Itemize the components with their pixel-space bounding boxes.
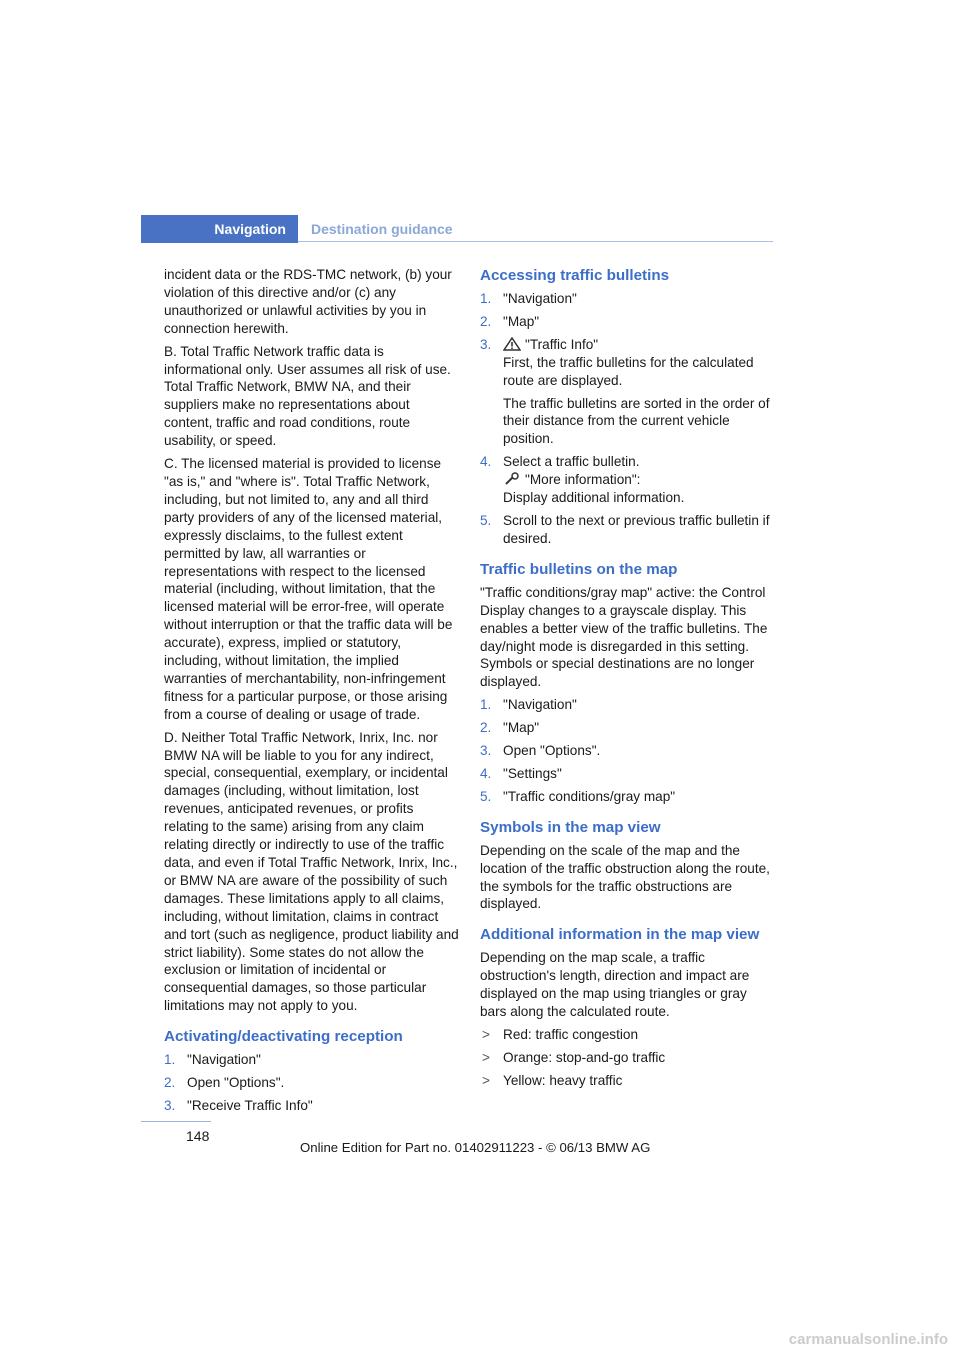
right-column	[480, 266, 773, 1095]
list-item	[480, 719, 773, 737]
list-item	[480, 512, 773, 548]
step-text: "Traffic Info"	[525, 336, 599, 352]
bullet-marker: >	[482, 1049, 490, 1065]
header-subsection: Destination guidance	[311, 221, 453, 237]
step-text: Open "Options".	[503, 743, 601, 759]
step-text: "Receive Traffic Info"	[187, 1097, 313, 1113]
option-description: Display additional information.	[503, 490, 685, 506]
step-text: "Navigation"	[503, 291, 577, 306]
paragraph: Depending on the map scale, a traffic obstruction's length, direction and impact are displayed on the map using triangles or gray bars along the calculated route.	[480, 950, 750, 1020]
step-number: 1.	[164, 1052, 176, 1068]
step-text: "Map"	[503, 720, 540, 736]
section-heading: Symbols in the map view	[480, 818, 661, 836]
step-text: "Navigation"	[187, 1052, 261, 1068]
section-heading: Additional information in the map view	[480, 926, 760, 944]
online-edition-note: Online Edition for Part no. 01402911223 - © 06/13 BMW AG	[300, 1140, 651, 1155]
step-number: 2.	[480, 313, 492, 329]
list-item	[164, 1097, 460, 1115]
page-header	[141, 215, 773, 243]
bullet-marker: >	[482, 1072, 490, 1088]
paragraph: Depending on the scale of the map and the location of the traffic obstruction along the route, the symbols for the traffic obstructions are displayed.	[480, 842, 770, 912]
step-number: 2.	[480, 720, 492, 736]
step-number: 5.	[480, 512, 492, 528]
step-number: 1.	[480, 291, 492, 306]
bullet-marker: >	[482, 1027, 490, 1042]
step-detail: First, the traffic bulletins for the calculated route are displayed.	[503, 354, 754, 388]
step-text: Open "Options".	[187, 1075, 285, 1091]
page-number: 148	[186, 1128, 210, 1144]
step-number: 3.	[164, 1097, 176, 1113]
list-item	[480, 742, 773, 760]
list-item	[480, 765, 773, 783]
section-heading: Accessing traffic bulletins	[480, 267, 670, 284]
step-list	[164, 1051, 460, 1115]
step-detail	[503, 471, 773, 507]
step-list	[480, 290, 773, 548]
list-item	[480, 313, 773, 331]
list-item	[480, 788, 773, 806]
step-number: 3.	[480, 336, 492, 352]
paragraph: "Traffic conditions/gray map" active: the Control Display changes to a grayscale display. This enables a better view of the traffic bulletins. The day/night mode is disregarded in this setting. Symbols or special destinations are no longer displayed.	[480, 584, 768, 690]
bullet-list	[480, 1026, 773, 1090]
option-label: "More information":	[525, 472, 641, 488]
step-text: "Settings"	[503, 765, 562, 781]
bullet-text: Yellow: heavy traffic	[503, 1072, 623, 1088]
list-item	[164, 1051, 460, 1069]
list-item	[480, 290, 773, 308]
list-item	[480, 696, 773, 714]
warning-triangle-icon	[503, 337, 521, 351]
step-text: Scroll to the next or previous traffic bulletin if desired.	[503, 512, 770, 546]
step-text: Select a traffic bulletin.	[503, 454, 640, 470]
list-item	[164, 1074, 460, 1092]
footer-rule	[141, 1121, 211, 1122]
watermark: carmanualsonline.info	[788, 1331, 948, 1348]
left-column	[164, 266, 460, 1120]
section-heading: Traffic bulletins on the map	[480, 560, 678, 578]
header-rule	[298, 241, 773, 242]
section-heading: Activating/deactivating reception	[164, 1028, 403, 1046]
step-text: "Navigation"	[503, 697, 577, 713]
step-number: 5.	[480, 788, 492, 804]
list-item	[480, 1049, 773, 1067]
list-item	[480, 1072, 773, 1090]
list-item	[480, 453, 773, 507]
paragraph: C. The licensed material is provided to license "as is," and "where is". Total Traffic Network, including, but not limited to, any and all third party providers of any of the licensed material, expressly disclaims, to the fullest extent permitted by law, all warranties or representations with respect to the licensed material (including, without limitation, that the licensed material will be error-free, will operate without interruption or that the traffic data will be accurate), express, implied or statutory, including, without limitation, the implied warranties of merchantability, non-infringement fitness for a particular purpose, or those arising from a course of dealing or usage of trade.	[164, 456, 453, 722]
step-text: "Map"	[503, 313, 540, 329]
step-number: 4.	[480, 454, 492, 470]
paragraph: B. Total Traffic Network traffic data is informational only. User assumes all risk of use. Total Traffic Network, BMW NA, and their suppliers make no representations about content, traffic and road conditions, route usability, or speed.	[164, 343, 451, 449]
wrench-icon	[503, 472, 521, 486]
step-number: 3.	[480, 743, 492, 759]
list-item	[480, 1026, 773, 1044]
step-number: 1.	[480, 697, 492, 713]
step-number: 4.	[480, 765, 492, 781]
paragraph: D. Neither Total Traffic Network, Inrix, Inc. nor BMW NA will be liable to you for any indirect, special, consequential, exemplary, or incidental damages (including, without limitation, lost revenues, anticipated revenues, or profits relating to the same) arising from any claim relating directly or indirectly to use of the traffic data, and even if Total Traffic Network, Inrix, Inc., or BMW NA are aware of the possibility of such damages. These limitations apply to all claims, including, without limitation, claims in contract and tort (such as negligence, product liability and strict liability). Some states do not allow the exclusion or limitation of incidental or consequential damages, so those particular limitations may not apply to you.	[164, 729, 459, 1014]
bullet-text: Orange: stop-and-go traffic	[503, 1049, 666, 1065]
header-section-tab	[141, 215, 298, 243]
paragraph: incident data or the RDS-TMC network, (b) your violation of this directive and/or (c) any unauthorized or unlawful activities by you in connection herewith.	[164, 267, 452, 336]
step-number: 2.	[164, 1075, 176, 1091]
header-section-label: Navigation	[214, 221, 286, 237]
bullet-text: Red: traffic congestion	[503, 1027, 639, 1042]
step-detail: The traffic bulletins are sorted in the order of their distance from the current vehicle position.	[503, 395, 770, 447]
step-list	[480, 696, 773, 806]
list-item	[480, 336, 773, 448]
step-text: "Traffic conditions/gray map"	[503, 788, 676, 804]
